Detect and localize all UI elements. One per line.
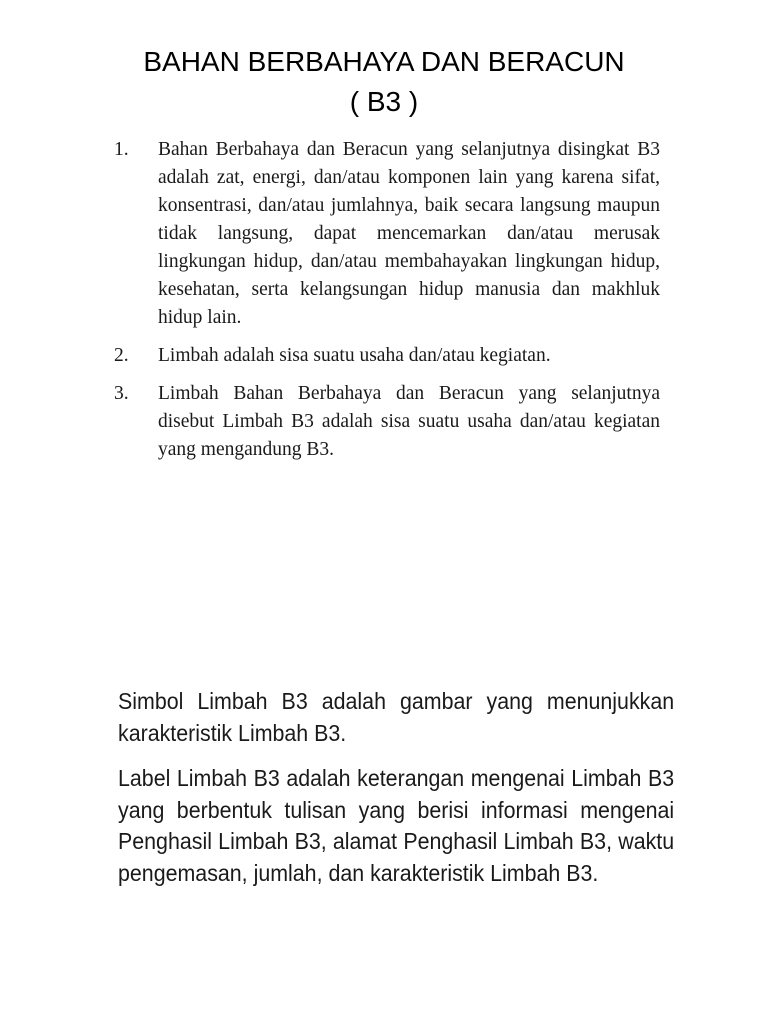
- list-item-text: Limbah Bahan Berbahaya dan Beracun yang selanjutnya disebut Limbah B3 adalah sisa suatu usaha dan/atau kegiatan yang mengandung B3.: [158, 383, 660, 460]
- definition-list: [114, 136, 660, 474]
- label-definition: Label Limbah B3 adalah keterangan mengenai Limbah B3 yang berbentuk tulisan yang berisi informasi mengenai Penghasil Limbah B3, alamat Penghasil Limbah B3, waktu pengemasan, jumlah, dan karakteristik Limbah B3.: [118, 765, 675, 886]
- symbol-label-definitions: [118, 686, 674, 903]
- list-item: [114, 380, 660, 464]
- page-title: [0, 42, 768, 122]
- list-item-number: 3.: [114, 383, 129, 404]
- list-item-text: Bahan Berbahaya dan Beracun yang selanjutnya disingkat B3 adalah zat, energi, dan/atau komponen lain yang karena sifat, konsentrasi, dan/atau jumlahnya, baik secara langsung maupun tidak langsung, dapat mencemarkan dan/atau merusak lingkungan hidup, dan/atau membahayakan lingkungan hidup, kesehatan, serta kelangsungan hidup manusia dan makhluk hidup lain.: [158, 139, 660, 328]
- list-item-number: 2.: [114, 345, 129, 366]
- list-item: [114, 136, 660, 332]
- list-item: [114, 342, 660, 370]
- title-line-1: BAHAN BERBAHAYA DAN BERACUN: [143, 46, 625, 77]
- list-item-text: Limbah adalah sisa suatu usaha dan/atau kegiatan.: [158, 345, 551, 366]
- list-item-number: 1.: [114, 139, 129, 160]
- symbol-definition: Simbol Limbah B3 adalah gambar yang menunjukkan karakteristik Limbah B3.: [118, 688, 675, 746]
- title-line-2: ( B3 ): [349, 86, 419, 117]
